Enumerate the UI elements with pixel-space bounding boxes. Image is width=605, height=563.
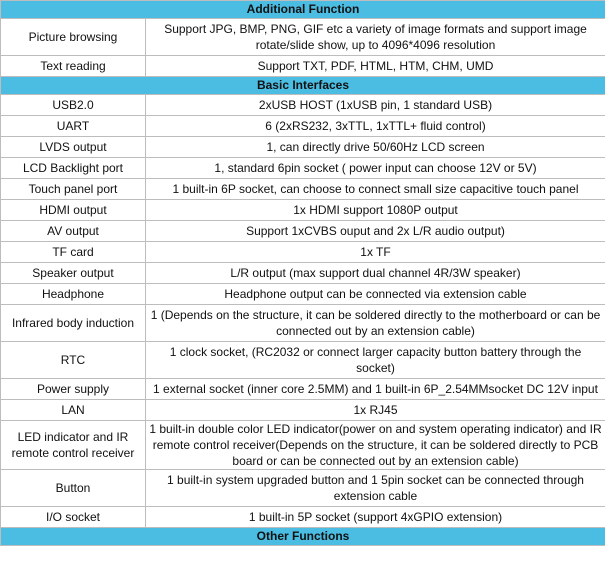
row-value: 1x RJ45 bbox=[146, 400, 605, 421]
row-value: 1, standard 6pin socket ( power input can choose 12V or 5V) bbox=[146, 158, 605, 179]
row-value: 6 (2xRS232, 3xTTL, 1xTTL+ fluid control) bbox=[146, 116, 605, 137]
row-value: 1, can directly drive 50/60Hz LCD screen bbox=[146, 137, 605, 158]
table-row bbox=[1, 19, 605, 56]
table-row bbox=[1, 342, 605, 379]
table-row bbox=[1, 263, 605, 284]
row-label: LCD Backlight port bbox=[1, 158, 146, 179]
row-value: Support TXT, PDF, HTML, HTM, CHM, UMD bbox=[146, 56, 605, 77]
table-row bbox=[1, 200, 605, 221]
section-header-other-functions bbox=[1, 528, 605, 546]
row-label: Picture browsing bbox=[1, 19, 146, 56]
row-label: Button bbox=[1, 470, 146, 507]
table-row bbox=[1, 284, 605, 305]
row-label: HDMI output bbox=[1, 200, 146, 221]
table-row bbox=[1, 221, 605, 242]
section-title: Other Functions bbox=[1, 528, 605, 546]
row-label: Text reading bbox=[1, 56, 146, 77]
table-row bbox=[1, 379, 605, 400]
row-value: L/R output (max support dual channel 4R/3W speaker) bbox=[146, 263, 605, 284]
row-label: Infrared body induction bbox=[1, 305, 146, 342]
section-title: Additional Function bbox=[1, 1, 605, 19]
row-value: 1 built-in system upgraded button and 1 5pin socket can be connected through extension cable bbox=[146, 470, 605, 507]
row-value: Support 1xCVBS ouput and 2x L/R audio output) bbox=[146, 221, 605, 242]
table-row bbox=[1, 470, 605, 507]
row-value: 1 clock socket, (RC2032 or connect larger capacity button battery through the socket) bbox=[146, 342, 605, 379]
row-label: USB2.0 bbox=[1, 95, 146, 116]
row-value: 1x TF bbox=[146, 242, 605, 263]
table-row bbox=[1, 137, 605, 158]
section-title: Basic Interfaces bbox=[1, 77, 605, 95]
row-label: Touch panel port bbox=[1, 179, 146, 200]
row-label: LED indicator and IR remote control receiver bbox=[1, 421, 146, 470]
row-label: AV output bbox=[1, 221, 146, 242]
row-label: LVDS output bbox=[1, 137, 146, 158]
table-row bbox=[1, 507, 605, 528]
section-header-basic-interfaces bbox=[1, 77, 605, 95]
row-value: 2xUSB HOST (1xUSB pin, 1 standard USB) bbox=[146, 95, 605, 116]
row-label: LAN bbox=[1, 400, 146, 421]
row-label: Power supply bbox=[1, 379, 146, 400]
row-label: TF card bbox=[1, 242, 146, 263]
table-row bbox=[1, 421, 605, 470]
table-row bbox=[1, 179, 605, 200]
table-row bbox=[1, 95, 605, 116]
row-label: RTC bbox=[1, 342, 146, 379]
table-row bbox=[1, 158, 605, 179]
row-value: 1x HDMI support 1080P output bbox=[146, 200, 605, 221]
row-value: Support JPG, BMP, PNG, GIF etc a variety of image formats and support image rotate/slide show, up to 4096*4096 resolution bbox=[146, 19, 605, 56]
table-row bbox=[1, 56, 605, 77]
table-row bbox=[1, 116, 605, 137]
table-row bbox=[1, 305, 605, 342]
row-value: 1 external socket (inner core 2.5MM) and 1 built-in 6P_2.54MMsocket DC 12V input bbox=[146, 379, 605, 400]
row-value: 1 built-in 5P socket (support 4xGPIO extension) bbox=[146, 507, 605, 528]
row-value: 1 built-in double color LED indicator(power on and system operating indicator) and IR remote control receiver(Depends on the structure, it can be soldered directly to PCB board or can be connected out by an extension cable) bbox=[146, 421, 605, 470]
row-label: I/O socket bbox=[1, 507, 146, 528]
row-value: 1 built-in 6P socket, can choose to connect small size capacitive touch panel bbox=[146, 179, 605, 200]
section-header-additional-function bbox=[1, 1, 605, 19]
table-row bbox=[1, 400, 605, 421]
table-row bbox=[1, 242, 605, 263]
row-label: Speaker output bbox=[1, 263, 146, 284]
row-label: Headphone bbox=[1, 284, 146, 305]
row-value: 1 (Depends on the structure, it can be soldered directly to the motherboard or can be connected out by an extension cable) bbox=[146, 305, 605, 342]
row-value: Headphone output can be connected via extension cable bbox=[146, 284, 605, 305]
row-label: UART bbox=[1, 116, 146, 137]
